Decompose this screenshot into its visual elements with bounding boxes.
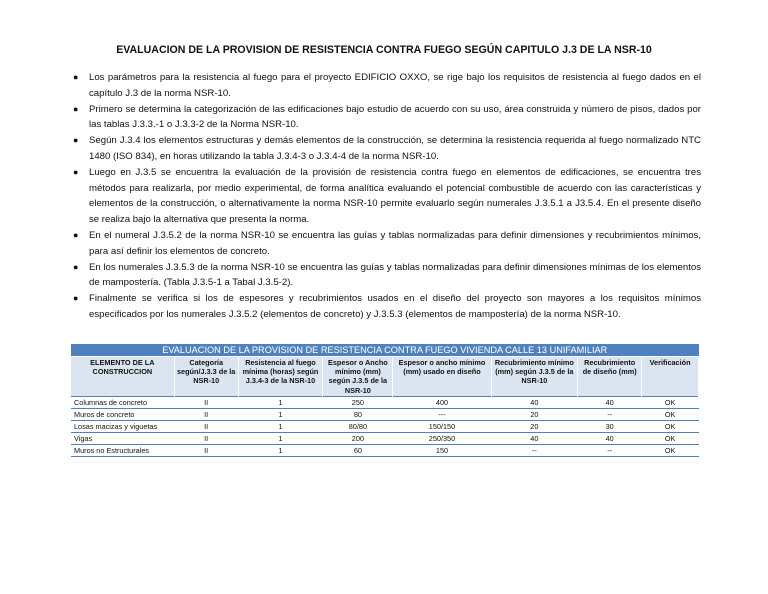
table-cell: 400 <box>393 396 491 408</box>
bullet-item <box>73 165 701 228</box>
bullet-item <box>73 133 701 165</box>
table-cell: OK <box>642 408 699 420</box>
column-header: ELEMENTO DE LA CONSTRUCCION <box>71 357 174 397</box>
table-cell: 150/150 <box>393 420 491 432</box>
table-banner: EVALUACION DE LA PROVISION DE RESISTENCIA CONTRA FUEGO VIVIENDA CALLE 13 UNIFAMILIAR <box>71 344 699 357</box>
bullet-text: Luego en J.3.5 se encuentra la evaluación de la provisión de resistencia contra fuego en elementos de edificaciones, se encuentra tres métodos para realizarla, por medio experimental, de forma analítica evaluando el potencial combustible de acuerdo con las características y elementos de la construcción, o alternativamente la norma NSR-10 permite evaluarlo según numerales J.3.5.1 a J3.5.4. En el presente diseño se realiza bajo la alternativa que presenta la norma. <box>89 166 701 226</box>
table-cell: Columnas de concreto <box>71 396 174 408</box>
bullet-icon: ● <box>73 166 79 177</box>
table-row <box>71 432 699 444</box>
table-cell: OK <box>642 396 699 408</box>
table-cell: Losas macizas y viguetas <box>71 420 174 432</box>
table-cell: Vigas <box>71 432 174 444</box>
column-header: Categoría según/J.3.3 de la NSR-10 <box>174 357 238 397</box>
bullet-text: Según J.3.4 los elementos estructuras y demás elementos de la construcción, se determina la resistencia requerida al fuego normalizado NTC 1480 (ISO 834), en horas utilizando la tabla J.3.4-3 o J.3.4-4 de la norma NSR-10. <box>89 135 701 162</box>
table-banner-row <box>71 344 699 357</box>
table-cell: 1 <box>238 408 323 420</box>
table-cell: 1 <box>238 444 323 456</box>
bullet-icon: ● <box>73 72 79 82</box>
table-cell: -- <box>578 444 642 456</box>
column-header: Recubrimiento de diseño (mm) <box>578 357 642 397</box>
table-cell: Muros de concreto <box>71 408 174 420</box>
bullet-item <box>73 228 701 260</box>
table-cell: II <box>174 396 238 408</box>
bullet-icon: ● <box>73 261 79 272</box>
bullet-list <box>73 70 701 323</box>
column-header: Espesor o Ancho mínimo (mm) según J.3.5 de la NSR-10 <box>323 357 393 397</box>
bullet-icon: ● <box>73 293 79 304</box>
bullet-text: Finalmente se verifica si los de espesores y recubrimientos usados en el diseño del proyecto son mayores a los requisitos mínimos especificados por los numerales J.3.5.2 (elementos de concreto) y J.3.5.3 (elementos de mampostería) de la norma NSR-10. <box>89 293 701 320</box>
table-cell: II <box>174 420 238 432</box>
table-row <box>71 420 699 432</box>
bullet-text: Los parámetros para la resistencia al fuego para el proyecto EDIFICIO OXXO, se rige bajo los requisitos de resistencia al fuego dados en el capítulo J.3 de la norma NSR-10. <box>89 72 701 99</box>
table-cell: OK <box>642 444 699 456</box>
table-cell: -- <box>578 408 642 420</box>
table-cell: 150 <box>393 444 491 456</box>
bullet-icon: ● <box>73 103 79 114</box>
table-cell: 1 <box>238 432 323 444</box>
column-header: Recubrimiento mínimo (mm) según J.3.5 de la NSR-10 <box>491 357 578 397</box>
table-cell: 60 <box>323 444 393 456</box>
table-cell: 80/80 <box>323 420 393 432</box>
bullet-text: En el numeral J.3.5.2 de la norma NSR-10 se encuentra las guías y tablas normalizadas para definir dimensiones y recubrimientos mínimos, para así definir los elementos de concreto. <box>89 229 701 257</box>
table-cell: OK <box>642 420 699 432</box>
bullet-item <box>73 70 701 102</box>
bullet-item <box>73 260 701 292</box>
table-cell: Muros no Estructurales <box>71 444 174 456</box>
table-row <box>71 444 699 456</box>
table-cell: 20 <box>491 408 578 420</box>
table-cell: 40 <box>491 432 578 444</box>
table-cell: 250/350 <box>393 432 491 444</box>
fire-resistance-table <box>71 344 699 457</box>
table-cell: 30 <box>578 420 642 432</box>
table-cell: 40 <box>578 432 642 444</box>
document-title: EVALUACION DE LA PROVISION DE RESISTENCIA CONTRA FUEGO SEGÚN CAPITULO J.3 DE LA NSR-10 <box>116 44 652 56</box>
table-row <box>71 396 699 408</box>
table-cell: 40 <box>578 396 642 408</box>
table-cell: --- <box>393 408 491 420</box>
table-header-row <box>71 357 699 397</box>
bullet-icon: ● <box>73 229 79 240</box>
column-header: Verificación <box>642 357 699 397</box>
table-cell: 250 <box>323 396 393 408</box>
table-cell: II <box>174 432 238 444</box>
table-cell: OK <box>642 432 699 444</box>
table-cell: 200 <box>323 432 393 444</box>
bullet-text: En los numerales J.3.5.3 de la norma NSR-10 se encuentra las guías y tablas normalizadas para definir dimensiones mínimas de los elementos de mampostería. (Tabla J.3.5-1 a Tabal J.3.5-2). <box>89 261 701 289</box>
table-cell: II <box>174 408 238 420</box>
table-cell: 20 <box>491 420 578 432</box>
column-header: Espesor o ancho mínimo (mm) usado en diseño <box>393 357 491 397</box>
table-cell: -- <box>491 444 578 456</box>
table-cell: 80 <box>323 408 393 420</box>
table-cell: 1 <box>238 420 323 432</box>
table-cell: 1 <box>238 396 323 408</box>
table-row <box>71 408 699 420</box>
bullet-text: Primero se determina la categorización de las edificaciones bajo estudio de acuerdo con su uso, área construida y número de pisos, dados por las tablas J.3.3.-1 o J.3.3-2 de la Norma NSR-10. <box>89 103 701 131</box>
column-header: Resistencia al fuego mínima (horas) según J.3.4-3 de la NSR-10 <box>238 357 323 397</box>
table-cell: II <box>174 444 238 456</box>
bullet-item <box>73 102 701 134</box>
bullet-item <box>73 291 701 323</box>
table-cell: 40 <box>491 396 578 408</box>
bullet-icon: ● <box>73 135 79 146</box>
